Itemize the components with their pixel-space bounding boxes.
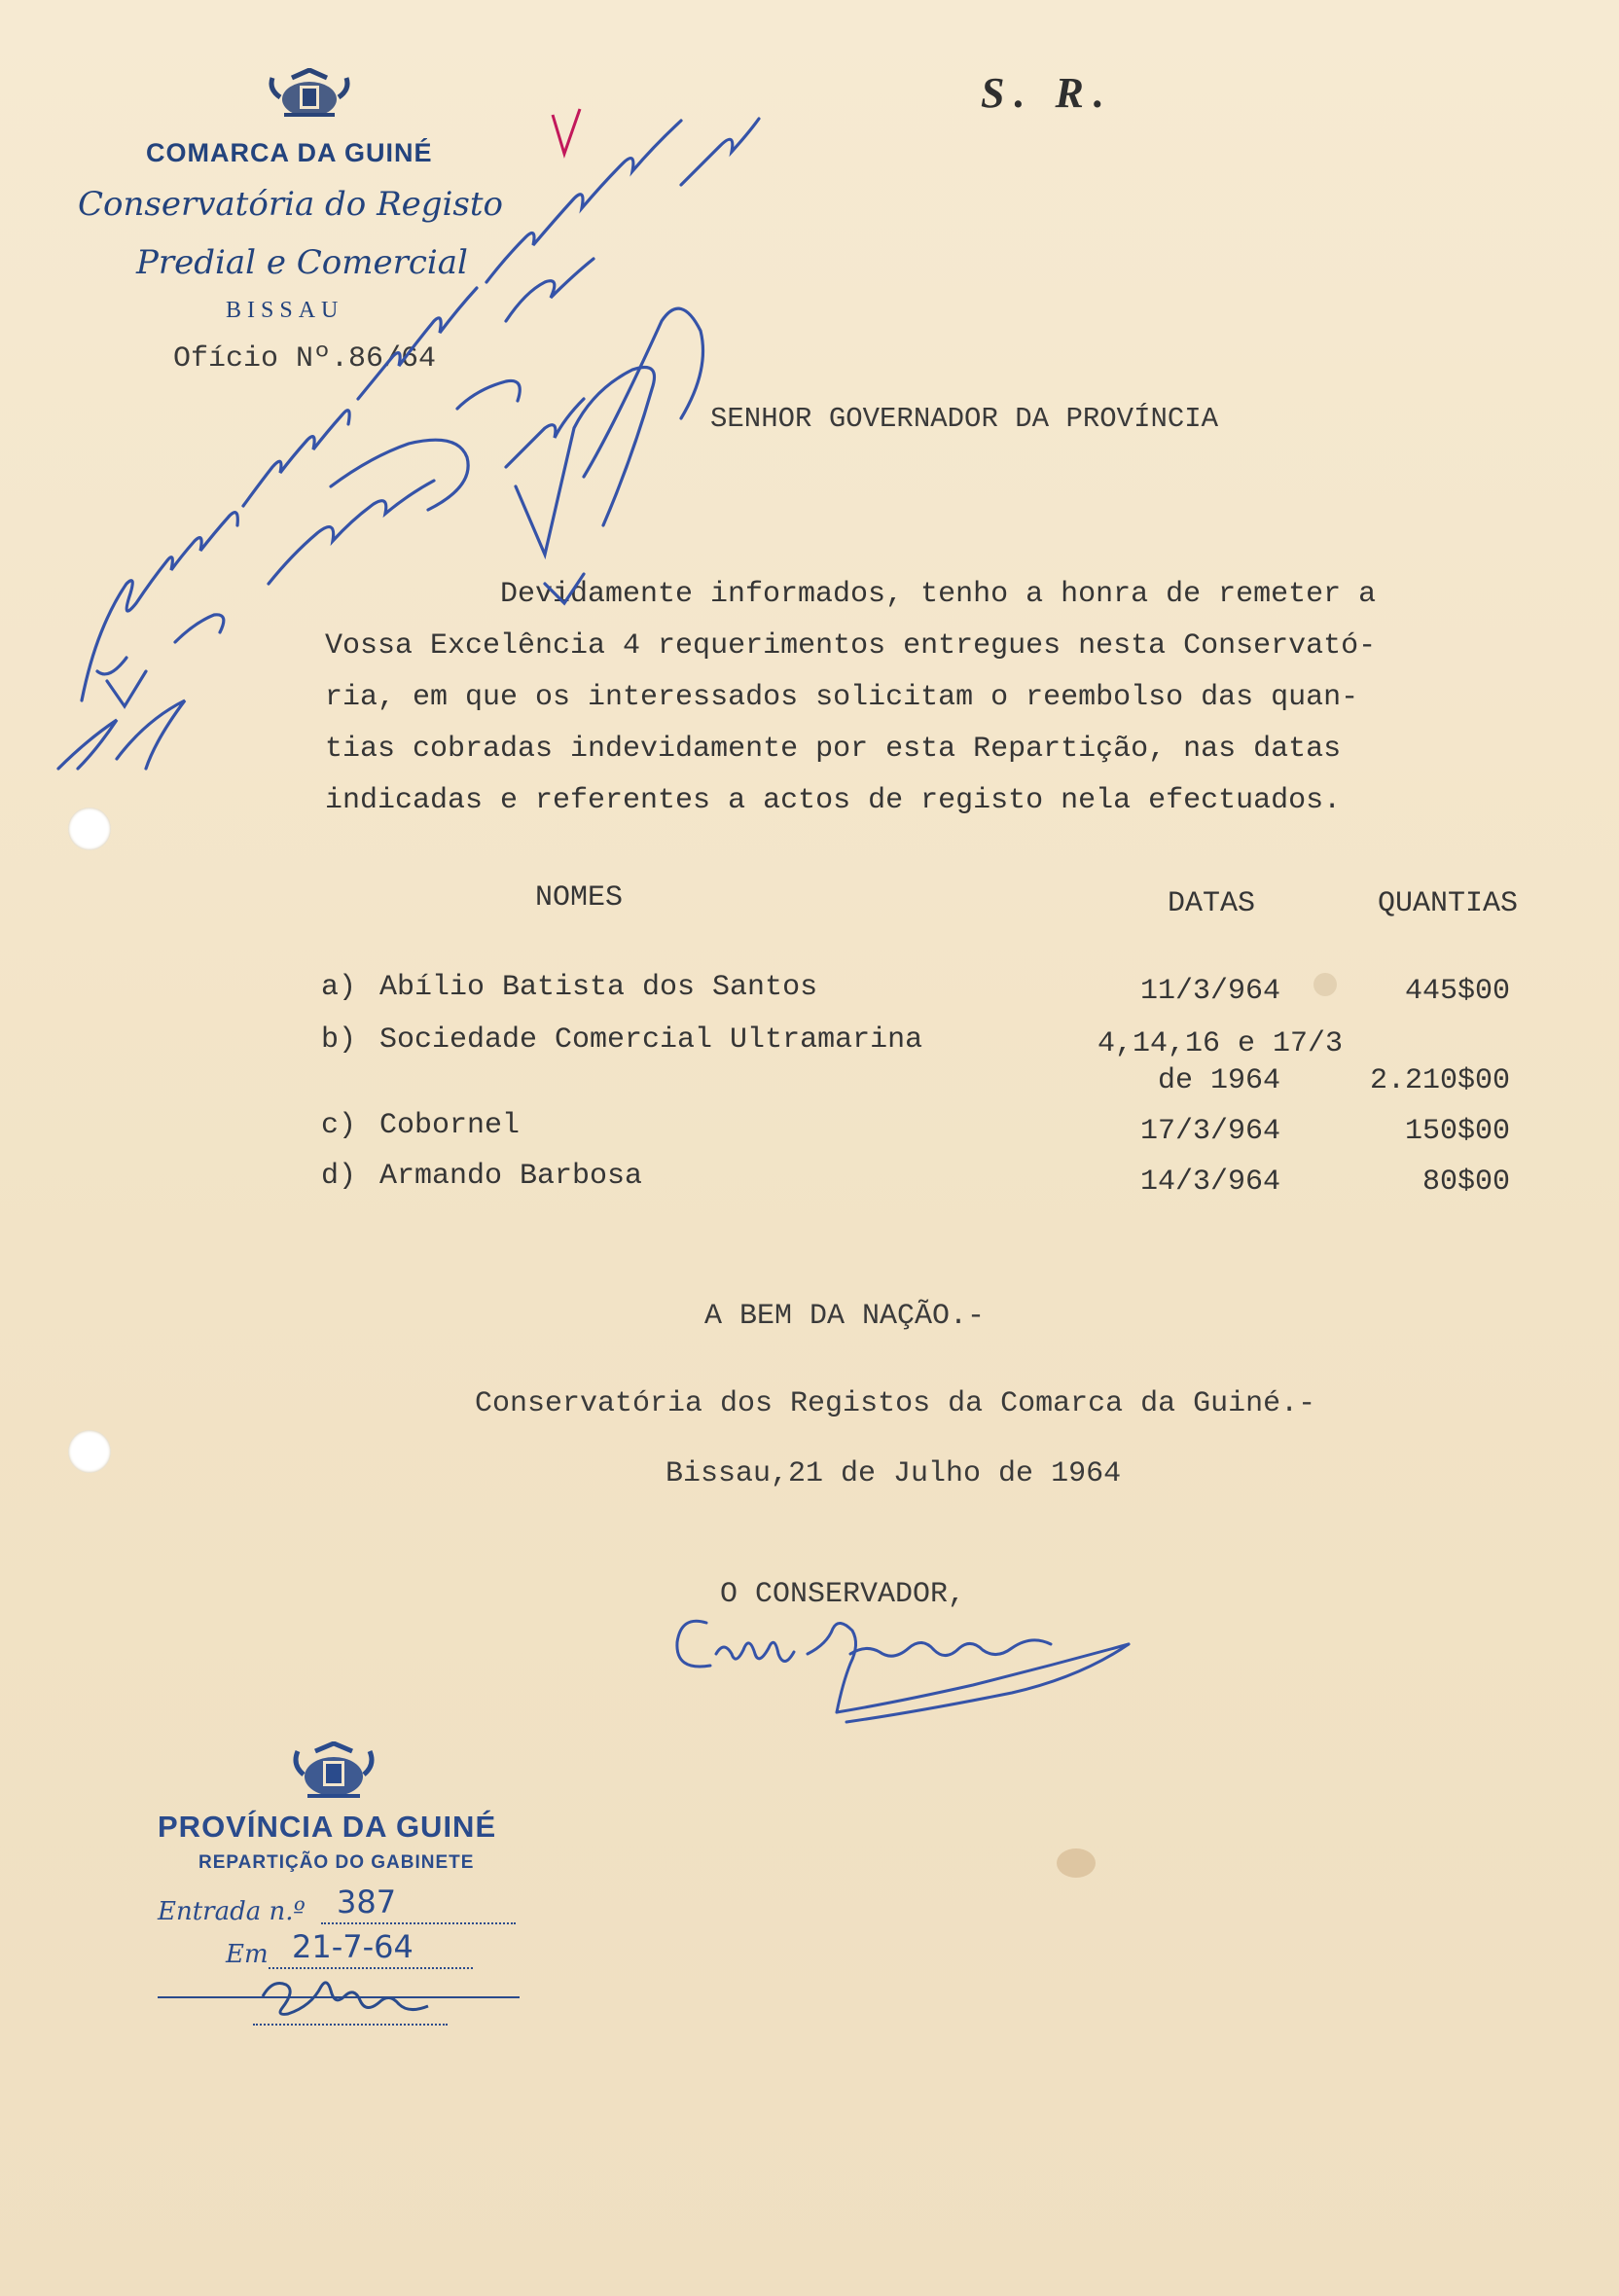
letterhead-predial: Predial e Comercial (136, 243, 468, 282)
stamp-initials-signature (243, 1957, 477, 2035)
row-amount: 445$00 (1404, 975, 1510, 1008)
entry-date-label: Em (226, 1940, 269, 1969)
stamp-subtitle: REPARTIÇÃO DO GABINETE (198, 1852, 475, 1873)
row-date: 4,14,16 e 17/3 (1097, 1027, 1343, 1060)
row-letter: c) (321, 1109, 357, 1142)
institution-line: Conservatória dos Registos da Comarca da Guiné.- (475, 1387, 1316, 1420)
entry-number-value: 387 (337, 1883, 397, 1920)
row-name: Armando Barbosa (379, 1160, 643, 1193)
coat-of-arms-icon (288, 1741, 379, 1804)
paper-stain (1057, 1848, 1096, 1878)
conservador-signature (677, 1621, 1129, 1722)
row-name: Abílio Batista dos Santos (379, 971, 818, 1004)
row-letter: d) (321, 1160, 357, 1193)
row-amount: 2.210$00 (1369, 1064, 1510, 1097)
sr-mark: S. R. (981, 69, 1114, 117)
row-date: 11/3/964 (1139, 975, 1280, 1008)
entry-stamp (146, 1741, 555, 2033)
letterhead-comarca: COMARCA DA GUINÉ (146, 138, 433, 167)
row-date: 17/3/964 (1139, 1115, 1280, 1148)
place-date: Bissau,21 de Julho de 1964 (666, 1457, 1122, 1490)
header-dates: DATAS (1168, 887, 1256, 920)
letterhead-conservatoria: Conservatória do Registo (78, 185, 504, 224)
signature-title: O CONSERVADOR, (720, 1578, 966, 1611)
paper-stain (1313, 973, 1337, 996)
office-reference: Ofício Nº.86/64 (173, 342, 437, 376)
body-line: Vossa Excelência 4 requerimentos entregues nesta Conservató- (325, 629, 1377, 663)
entry-date-value: 21-7-64 (292, 1928, 414, 1965)
stamp-title: PROVÍNCIA DA GUINÉ (158, 1810, 497, 1844)
body-line: Devidamente informados, tenho a honra de remeter a (500, 578, 1377, 611)
row-date-continued: de 1964 (1157, 1064, 1280, 1097)
row-date: 14/3/964 (1139, 1166, 1280, 1199)
body-line: indicadas e referentes a actos de registo nela efectuados. (325, 784, 1342, 817)
body-line: ria, em que os interessados solicitam o reembolso das quan- (325, 681, 1359, 714)
row-name: Cobornel (379, 1109, 521, 1142)
header-amounts: QUANTIAS (1378, 887, 1519, 920)
letterhead-city: BISSAU (226, 298, 344, 323)
header-names: NOMES (535, 881, 624, 915)
row-amount: 80$00 (1421, 1166, 1510, 1199)
entry-number-line (321, 1922, 516, 1924)
entry-number-label: Entrada n.º (158, 1897, 306, 1926)
body-line: tias cobradas indevidamente por esta Repartição, nas datas (325, 733, 1342, 766)
recipient: SENHOR GOVERNADOR DA PROVÍNCIA (710, 403, 1219, 435)
closing-formula: A BEM DA NAÇÃO.- (704, 1300, 986, 1333)
check-mark-icon (553, 109, 580, 154)
row-amount: 150$00 (1404, 1115, 1510, 1148)
row-letter: a) (321, 971, 357, 1004)
margin-note-scribble (58, 119, 759, 769)
row-name: Sociedade Comercial Ultramarina (379, 1023, 923, 1057)
row-letter: b) (321, 1023, 357, 1057)
